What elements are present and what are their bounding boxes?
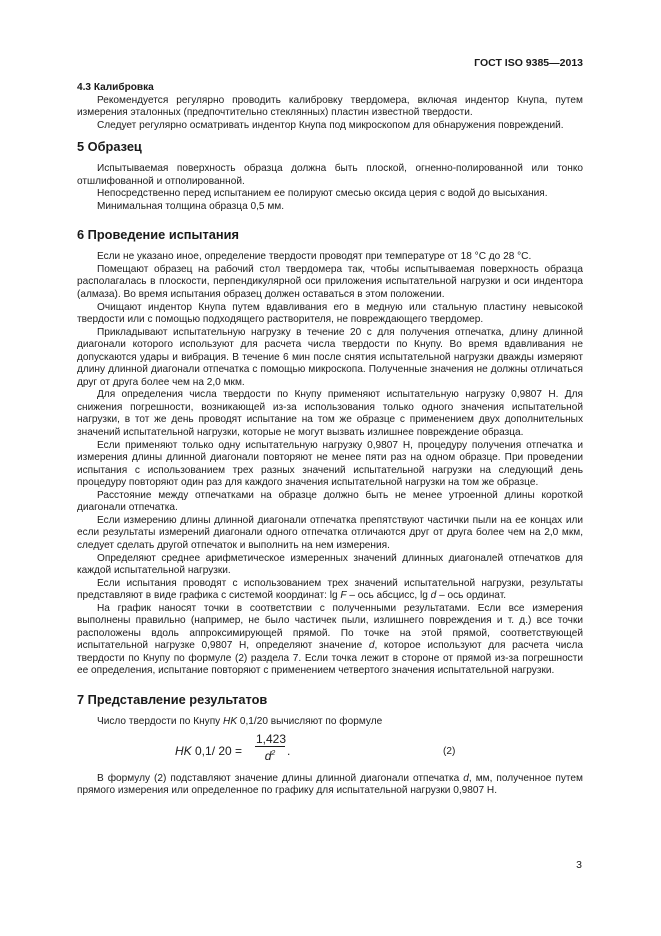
page-content (77, 82, 583, 798)
paragraph: Минимальная толщина образца 0,5 мм. (97, 200, 285, 212)
section-title-6: 6 Проведение испытания (77, 227, 239, 243)
formula-dot: . (287, 743, 291, 758)
paragraph: Испытываемая поверхность образца должна быть плоской, огненно-полированной или тонко отшлифованной и отполированной. (77, 163, 583, 187)
formula-2 (77, 731, 583, 773)
formula-numerator: 1,423 (256, 731, 287, 746)
paragraph: Прикладывают испытательную нагрузку в течение 20 с для получения отпечатка, длину длинной диагонали которого используют для расчета числа твердости по Кнупу. Во время вдавливания не допускаются удары и вибрация. В течение 6 мин после снятия испытательной нагрузки дважды измеряют длину длинной диагонали отпечатка с помощью микроскопа. Полученные значения не должны отличаться друг от друга более чем на 2,0 мкм. (77, 326, 583, 388)
paragraph: Расстояние между отпечатками на образце должно быть не менее утроенной длины короткой диагонали отпечатка. (77, 489, 583, 514)
paragraph: Если применяют только одну испытательную нагрузку 0,9807 Н, процедуру получения отпечатка и измерения длины длинной диагонали повторяют не менее пяти раз на одном образце. При проведении испытания с использованием трех разных значений испытательной нагрузки на следующий день процедуру повторяют один раз для каждого значения испытательной нагрузки на том же образце. (77, 439, 583, 489)
paragraph: Непосредственно перед испытанием ее полируют смесью оксида церия с водой до высыхания. (97, 188, 548, 200)
paragraph: Помещают образец на рабочий стол твердомера так, чтобы испытываемая поверхность образца располагалась в плоскости, перпендикулярной оси приложения испытательной нагрузки и оси индентора (алмаза). Во время испытания образец должен оставаться в этом положении. (77, 263, 583, 301)
section-title-5: 5 Образец (77, 139, 142, 155)
paragraph: Если не указано иное, определение твердости проводят при температуре от 18 °С до 28 °С. (97, 251, 532, 263)
paragraph: Следует регулярно осматривать индентор Кнупа под микроскопом для обнаружения повреждений. (97, 119, 564, 131)
section-title-7: 7 Представление результатов (77, 691, 268, 707)
paragraph: Определяют среднее арифметическое измеренных значений длинных диагоналей отпечатков для каждой испытательной нагрузки. (77, 552, 583, 577)
paragraph: Если измерению длины длинной диагонали отпечатка препятствуют частички пыли на ее концах или если результаты измерений диагонали одного отпечатка отличаются друг от друга более чем на 2,0 мкм, следует сделать другой отпечаток и выполнить на нем измерения. (77, 514, 583, 551)
paragraph: В формулу (2) подставляют значение длины длинной диагонали отпечатка d, мм, полученное путем прямого измерения или определенное по графику для испытательной нагрузки 0,9807 Н. (77, 772, 583, 797)
paragraph: Очищают индентор Кнупа путем вдавливания его в медную или стальную пластину невысокой твердости или с помощью подходящего растворителя, не повреждающего твердомер. (77, 301, 583, 326)
paragraph: Число твердости по Кнупу HK 0,1/20 вычисляют по формуле (97, 715, 383, 727)
subsection-title-4-3: 4.3 Калибровка (77, 82, 154, 93)
formula-number: (2) (443, 745, 456, 757)
paragraph: На график наносят точки в соответствии с полученными результатами. Если все измерения выполнены правильно (например, не было частичек пыли, излишнего повреждения и т. д.) все точки расположены вдоль аппроксимирующей прямой. По точке на этой прямой, соответствующей испытательной нагрузке 0,9807 Н, определяют значение d, которое используют для расчета числа твердости по Кнупу по формуле (2) раздела 7. Если точка лежит в стороне от прямой из-за погрешности ее определения, испытание повторяют с применением четвертого значения испытательной нагрузки. (77, 602, 583, 677)
page-number: 3 (576, 859, 582, 871)
formula-fraction (255, 733, 285, 763)
paragraph: Для определения числа твердости по Кнупу применяют испытательную нагрузку 0,9807 Н. Для снижения погрешности, возникающей из-за использования только одного значения испытательной нагрузки, в тот же день проводят испытание на том же образце с применением двух дополнительных значений испытательной нагрузки, которые не могут вызвать излишнее повреждение образца. (77, 389, 583, 439)
formula-lhs: HK 0,1/ 20 = (175, 743, 243, 758)
formula-denominator: $d^2$ (264, 749, 276, 764)
page-header-standard: ГОСТ ISO 9385—2013 (474, 57, 583, 69)
paragraph: Если испытания проводят с использованием трех значений испытательной нагрузки, результаты представляют в виде графика с системой координат: lg F – ось абсцисс, lg d – ось ординат. (77, 577, 583, 602)
paragraph: Рекомендуется регулярно проводить калибровку твердомера, включая индентор Кнупа, путем измерения эталонных (предпочтительно стеклянных) пластин известной твердости. (77, 94, 583, 119)
